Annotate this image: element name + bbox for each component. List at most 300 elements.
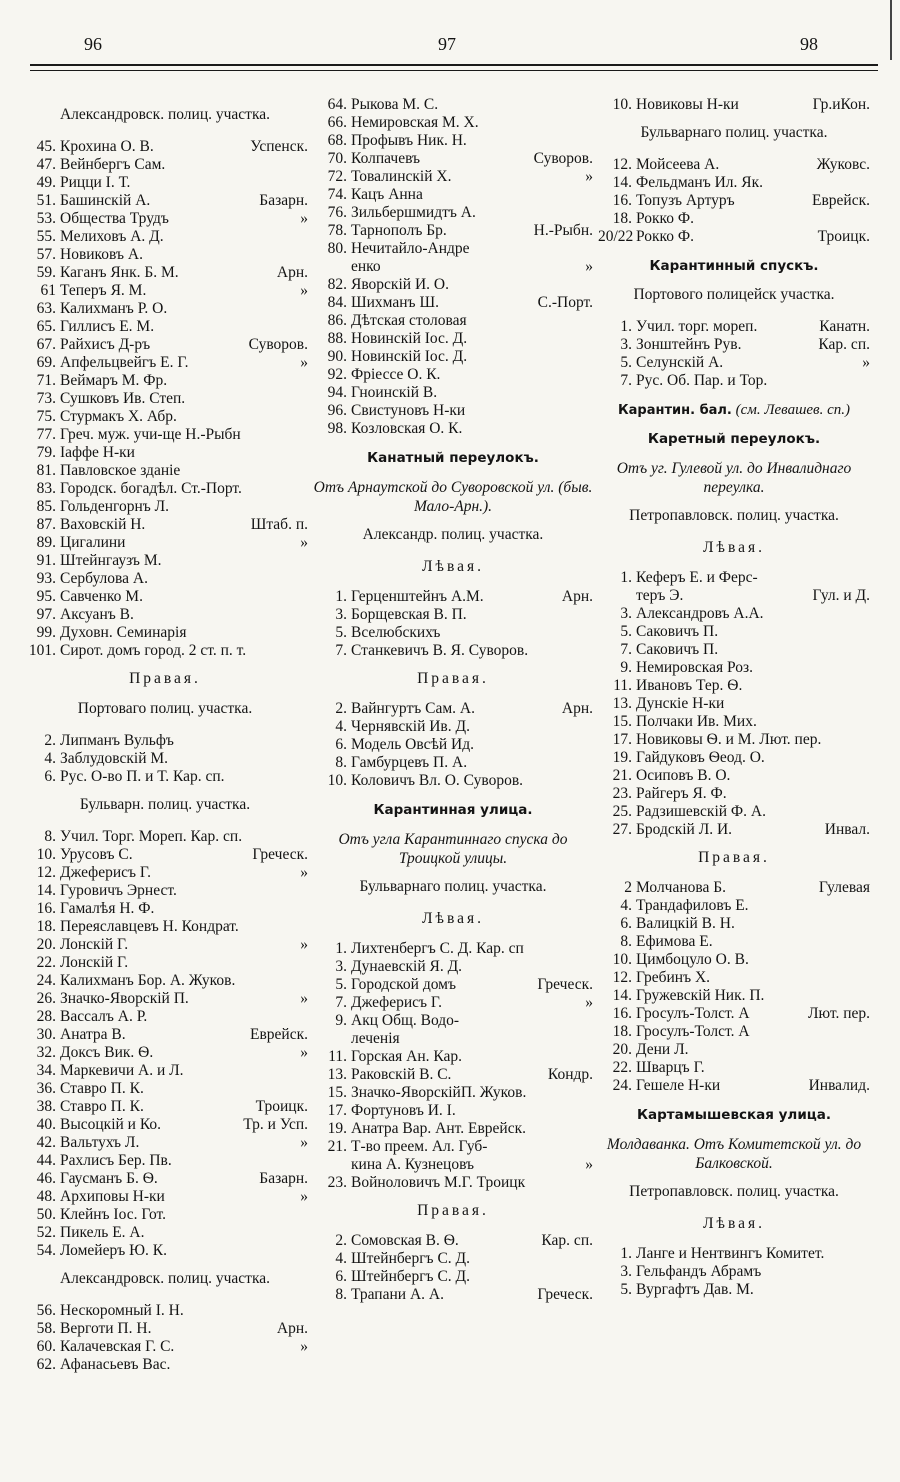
directory-entry (598, 767, 870, 785)
cross-street: Суворов. (248, 336, 308, 353)
owner-name: Раковскій В. С. (351, 1066, 452, 1083)
directory-entry (598, 569, 870, 587)
house-number: 79. (36, 444, 56, 461)
directory-entry (22, 750, 308, 768)
house-number: 18. (612, 1023, 632, 1040)
cross-street: » (585, 168, 593, 185)
owner-name: Каганъ Янк. Б. М. (60, 264, 179, 281)
owner-name: Селунскій А. (636, 354, 724, 371)
police-district: Бульварн. полиц. участка. (79, 796, 251, 813)
owner-name: Гайдуковъ Ѳеод. О. (636, 749, 765, 766)
directory-entry (22, 1008, 308, 1026)
owner-name: Лихтенбергъ С. Д. Кар. сп (351, 940, 524, 957)
directory-entry (598, 695, 870, 713)
house-number: 21. (612, 767, 632, 784)
house-number: 7. (620, 372, 632, 389)
cross-street: Троицк. (817, 228, 870, 245)
directory-entry (22, 1026, 308, 1044)
owner-name: Учил. Торг. Мореп. Кар. сп. (60, 828, 243, 845)
cross-street: Инвал. (824, 821, 870, 838)
owner-name: Колпачевъ (351, 150, 421, 167)
cross-street: » (300, 354, 308, 371)
house-number: 5. (335, 976, 347, 993)
house-number: 4. (335, 1250, 347, 1267)
street-description: Отъ уг. Гулевой ул. до Инвалиднаго переулка. (616, 460, 852, 496)
house-number: 96. (327, 402, 347, 419)
house-number: 91. (36, 552, 56, 569)
owner-name: Общества Трудъ (60, 210, 169, 227)
street-crossref-name: Карантин. бал. (618, 403, 732, 418)
house-number: 48. (36, 1188, 56, 1205)
owner-name: Фріессе О. К. (351, 366, 441, 383)
house-number: 10. (327, 772, 347, 789)
directory-entry (313, 642, 593, 660)
page-number-middle: 97 (438, 34, 456, 54)
owner-name: Вассалъ А. Р. (60, 1008, 148, 1025)
cross-street: Еврейск. (250, 1026, 308, 1043)
house-number: 32. (36, 1044, 56, 1061)
house-number: 12. (612, 969, 632, 986)
directory-entry (22, 1044, 308, 1062)
owner-name: Гросулъ-Толст. А (636, 1005, 750, 1022)
house-number: 60. (36, 1338, 56, 1355)
directory-entry (22, 1338, 308, 1356)
directory-entry (22, 606, 308, 624)
owner-name: Лонскій Г. (60, 936, 129, 953)
owner-name: Савченко М. (60, 588, 143, 605)
directory-entry (598, 785, 870, 803)
directory-entry (598, 96, 870, 114)
directory-entry (22, 768, 308, 786)
directory-entry (598, 1077, 870, 1095)
owner-name: Клейнъ Іос. Гот. (60, 1206, 166, 1223)
directory-entry (313, 588, 593, 606)
directory-entry (313, 754, 593, 772)
house-number: 95. (36, 588, 56, 605)
house-number: 14. (36, 882, 56, 899)
street-heading: Карантинная улица. (373, 802, 533, 818)
owner-name: Ивановъ Тер. Ѳ. (636, 677, 743, 694)
page-number-left: 96 (84, 34, 102, 54)
cross-street: Суворов. (533, 150, 593, 167)
owner-name: Гросулъ-Толст. А (636, 1023, 750, 1040)
directory-entry (22, 864, 308, 882)
owner-name: Рокко Ф. (636, 228, 695, 245)
house-number: 68. (327, 132, 347, 149)
police-district: Портоваго полиц. участка. (77, 700, 253, 717)
directory-entry (313, 168, 593, 186)
directory-entry (22, 1116, 308, 1134)
directory-entry (313, 258, 593, 276)
house-number: 85. (36, 498, 56, 515)
owner-name: Верготи П. Н. (60, 1320, 152, 1337)
directory-entry (22, 498, 308, 516)
directory-entry (313, 1286, 593, 1304)
owner-name: Ваховскій Н. (60, 516, 146, 533)
directory-entry (313, 312, 593, 330)
owner-name: Анатра В. (60, 1026, 126, 1043)
cross-street: Троицк. (255, 1098, 308, 1115)
cross-street: Арн. (276, 1320, 308, 1337)
owner-name: Шихманъ Ш. (351, 294, 439, 311)
house-number: 2. (44, 732, 56, 749)
cross-street: Еврейск. (812, 192, 870, 209)
owner-name: Борщевская В. П. (351, 606, 467, 623)
directory-entry (313, 204, 593, 222)
house-number: 98. (327, 420, 347, 437)
owner-name: Акц Общ. Водо- (351, 1012, 460, 1029)
owner-name: Дѣтская столовая (351, 312, 467, 329)
directory-entry (598, 354, 870, 372)
directory-entry (313, 1156, 593, 1174)
owner-name: Молчанова Б. (636, 879, 727, 896)
house-number: 3. (620, 1263, 632, 1280)
owner-name: Ланге и Нентвингъ Комитет. (636, 1245, 825, 1262)
directory-entry (313, 1232, 593, 1250)
house-number: 15. (612, 713, 632, 730)
owner-name: Саковичъ П. (636, 641, 719, 658)
house-number: 11. (613, 677, 632, 694)
directory-entry (22, 1224, 308, 1242)
owner-name: Профывъ Ник. Н. (351, 132, 467, 149)
directory-entry (313, 1174, 593, 1192)
cross-street: Штаб. п. (250, 516, 308, 533)
owner-name: Фортуновъ И. І. (351, 1102, 456, 1119)
owner-name: Сербулова А. (60, 570, 148, 587)
police-district: Александр. полиц. участка. (362, 526, 544, 543)
owner-name: Архиповы Н-ки (60, 1188, 165, 1205)
owner-name: Валицкій В. Н. (636, 915, 735, 932)
directory-entry (22, 534, 308, 552)
directory-entry (313, 700, 593, 718)
street-side: Лѣвая. (703, 539, 765, 556)
directory-entry (22, 246, 308, 264)
owner-name: Козловская О. К. (351, 420, 463, 437)
owner-name: Станкевичъ В. Я. Суворов. (351, 642, 529, 659)
directory-entry (598, 1041, 870, 1059)
directory-entry (22, 228, 308, 246)
owner-name: Кацъ Анна (351, 186, 423, 203)
house-number: 89. (36, 534, 56, 551)
house-number: 59. (36, 264, 56, 281)
owner-name: Александровъ А.А. (636, 605, 764, 622)
cross-street: » (300, 534, 308, 551)
directory-entry (313, 132, 593, 150)
house-number: 16. (36, 900, 56, 917)
house-number: 99. (36, 624, 56, 641)
house-number: 45. (36, 138, 56, 155)
house-number: 36. (36, 1080, 56, 1097)
house-number: 64. (327, 96, 347, 113)
cross-street: Канатн. (819, 318, 870, 335)
house-number: 3. (620, 336, 632, 353)
directory-entry (313, 330, 593, 348)
owner-name: Герценштейнъ А.М. (351, 588, 484, 605)
directory-entry (598, 1005, 870, 1023)
street-description: Молдаванка. Отъ Комитетской ул. до Балковской. (606, 1136, 862, 1172)
house-number: 24. (612, 1077, 632, 1094)
owner-name: Городской домъ (351, 976, 456, 993)
owner-name: Значко-Яворскій П. (60, 990, 189, 1007)
owner-name: Дунскіе Н-ки (636, 695, 725, 712)
cross-street: Арн. (276, 264, 308, 281)
house-number: 5. (335, 624, 347, 641)
house-number: 38. (36, 1098, 56, 1115)
house-number: 4. (335, 718, 347, 735)
owner-name: Павловское зданіе (60, 462, 181, 479)
owner-name: Доксъ Вик. Ѳ. (60, 1044, 154, 1061)
owner-name: Гноинскій В. (351, 384, 438, 401)
house-number: 52. (36, 1224, 56, 1241)
directory-entry (22, 192, 308, 210)
owner-name: Джеферисъ Г. (351, 994, 442, 1011)
directory-entry (22, 210, 308, 228)
house-number: 20. (612, 1041, 632, 1058)
owner-name: Цигалини (60, 534, 126, 551)
owner-name: Гамалѣя Н. Ф. (60, 900, 155, 917)
house-number: 6. (44, 768, 56, 785)
house-number: 1. (335, 940, 347, 957)
street-description: Отъ угла Карантиннаго спуска до Троицкой улицы. (338, 831, 568, 867)
house-number: 17. (612, 731, 632, 748)
house-number: 21. (327, 1138, 347, 1155)
house-number: 14. (612, 987, 632, 1004)
owner-name: Новиковъ А. (60, 246, 143, 263)
owner-name: Городск. богадѣл. Ст.-Порт. (60, 480, 242, 497)
house-number: 7. (620, 641, 632, 658)
house-number: 56. (36, 1302, 56, 1319)
house-number: 8. (335, 1286, 347, 1303)
house-number: 23. (612, 785, 632, 802)
directory-entry (598, 605, 870, 623)
house-number: 34. (36, 1062, 56, 1079)
owner-name: Яворскій И. О. (351, 276, 449, 293)
cross-street: Гул. и Д. (812, 587, 870, 604)
house-number: 9. (335, 1012, 347, 1029)
house-number: 1. (620, 569, 632, 586)
police-district: Петропавловск. полиц. участка. (629, 1183, 839, 1200)
street-side: Лѣвая. (422, 910, 484, 927)
house-number: 18. (36, 918, 56, 935)
house-number: 1. (620, 1245, 632, 1262)
owner-name: Заблудовскій М. (60, 750, 169, 767)
owner-name: Ставро П. К. (60, 1098, 144, 1115)
owner-name: Рицци І. Т. (60, 174, 131, 191)
cross-street: Греческ. (537, 1286, 593, 1303)
directory-entry (598, 372, 870, 390)
directory-entry (22, 462, 308, 480)
house-number: 13. (612, 695, 632, 712)
house-number: 66. (327, 114, 347, 131)
owner-name: Войноловичъ М.Г. Троицк (351, 1174, 526, 1191)
directory-entry (598, 897, 870, 915)
owner-name: Іаффе Н-ки (60, 444, 135, 461)
directory-entry (598, 951, 870, 969)
owner-name: Духовн. Семинарія (60, 624, 187, 641)
owner-name: Фельдманъ Ил. Як. (636, 174, 764, 191)
house-number: 49. (36, 174, 56, 191)
directory-entry (22, 1098, 308, 1116)
owner-name: Райгеръ Я. Ф. (636, 785, 727, 802)
street-heading: Канатный переулокъ. (367, 450, 539, 466)
owner-name: Гребинъ Х. (636, 969, 711, 986)
owner-name: Калихманъ Бор. А. Жуков. (60, 972, 236, 989)
directory-entry (22, 372, 308, 390)
directory-entry (313, 1120, 593, 1138)
owner-name: Осиповъ В. О. (636, 767, 731, 784)
directory-entry (22, 624, 308, 642)
house-number: 82. (327, 276, 347, 293)
street-side: Правая. (417, 670, 489, 687)
directory-entry (313, 1250, 593, 1268)
house-number: 83. (36, 480, 56, 497)
owner-name: Кеферъ Е. и Ферс- (636, 569, 758, 586)
owner-name: Тарнополъ Бр. (351, 222, 447, 239)
house-number: 62. (36, 1356, 56, 1373)
owner-name: Зильбершмидтъ А. (351, 204, 476, 221)
directory-entry (598, 1281, 870, 1299)
owner-name: Вайнгуртъ Сам. А. (351, 700, 475, 717)
owner-name: Немировская Роз. (636, 659, 753, 676)
owner-name: Высоцкій и Ко. (60, 1116, 162, 1133)
street-side: Лѣвая. (703, 1215, 765, 1232)
house-number: 84. (327, 294, 347, 311)
house-number: 73. (36, 390, 56, 407)
directory-entry (22, 390, 308, 408)
owner-name: теръ Э. (636, 587, 684, 604)
street-heading: Каретный переулокъ. (647, 431, 821, 447)
directory-entry (313, 994, 593, 1012)
police-district: Бульварнаго полиц. участка. (640, 124, 828, 141)
owner-name: Полчаки Ив. Мих. (636, 713, 757, 730)
directory-entry (313, 958, 593, 976)
owner-name: Учил. торг. мореп. (636, 318, 758, 335)
directory-entry (313, 222, 593, 240)
house-number: 26. (36, 990, 56, 1007)
cross-street: Кондр. (547, 1066, 593, 1083)
owner-name: Крохина О. В. (60, 138, 154, 155)
owner-name: кина А. Кузнецовъ (351, 1156, 475, 1173)
directory-entry (313, 384, 593, 402)
directory-entry (598, 731, 870, 749)
directory-entry (22, 1188, 308, 1206)
house-number: 22. (36, 954, 56, 971)
house-number: 25. (612, 803, 632, 820)
owner-name: Шварцъ Г. (636, 1059, 705, 1076)
house-number: 2 (624, 879, 632, 896)
cross-street: Базарн. (259, 192, 308, 209)
owner-name: Ставро П. К. (60, 1080, 144, 1097)
street-heading: Картамышевская улица. (636, 1107, 832, 1123)
house-number: 1. (620, 318, 632, 335)
directory-entry (598, 210, 870, 228)
directory-entry (313, 366, 593, 384)
house-number: 87. (36, 516, 56, 533)
directory-entry (22, 1152, 308, 1170)
directory-entry (22, 174, 308, 192)
owner-name: Трапани А. А. (351, 1286, 444, 1303)
owner-name: Ломейеръ Ю. К. (60, 1242, 167, 1259)
owner-name: Рыкова М. С. (351, 96, 439, 113)
house-number: 2. (335, 700, 347, 717)
directory-entry (598, 623, 870, 641)
house-number: 67. (36, 336, 56, 353)
house-number: 4. (44, 750, 56, 767)
directory-entry (22, 1320, 308, 1338)
street-side: Правая. (417, 1202, 489, 1219)
police-district: Портового полицейск участка. (633, 286, 835, 303)
owner-name: Новинскій Іос. Д. (351, 348, 468, 365)
house-number: 10. (36, 846, 56, 863)
owner-name: Пикель Е. А. (60, 1224, 145, 1241)
directory-entry (22, 1206, 308, 1224)
directory-entry (22, 300, 308, 318)
street-crossref-note: (см. Левашев. сп.) (731, 402, 850, 418)
house-number: 10. (612, 96, 632, 113)
owner-name: Саковичъ П. (636, 623, 719, 640)
cross-street: Арн. (561, 588, 593, 605)
house-number: 8. (44, 828, 56, 845)
directory-entry (598, 933, 870, 951)
directory-entry (22, 426, 308, 444)
owner-name: Урусовъ С. (60, 846, 133, 863)
owner-name: Вселюбскихъ (351, 624, 441, 641)
owner-name: Мойсеева А. (636, 156, 720, 173)
cross-street: » (300, 936, 308, 953)
house-number: 19. (612, 749, 632, 766)
directory-entry (22, 156, 308, 174)
owner-name: Новиковы Н-ки (636, 96, 739, 113)
house-number: 92. (327, 366, 347, 383)
house-number: 4. (620, 897, 632, 914)
owner-name: Модель Овсѣй Ид. (351, 736, 474, 753)
owner-name: Райхисъ Д-ръ (60, 336, 151, 353)
house-number: 3. (620, 605, 632, 622)
header-rule-thin (30, 70, 878, 71)
owner-name: Радзишевскій Ф. А. (636, 803, 766, 820)
house-number: 75. (36, 408, 56, 425)
owner-name: Свистуновъ Н-ки (351, 402, 466, 419)
column-left (22, 96, 308, 1374)
cross-street: » (300, 864, 308, 881)
owner-name: Рус. Об. Пар. и Тор. (636, 372, 768, 389)
directory-entry (313, 1268, 593, 1286)
directory-entry (598, 192, 870, 210)
owner-name: Коловичъ Вл. О. Суворов. (351, 772, 524, 789)
house-number: 17. (327, 1102, 347, 1119)
owner-name: Гешеле Н-ки (636, 1077, 721, 1094)
cross-street: » (300, 1338, 308, 1355)
directory-entry (598, 174, 870, 192)
owner-name: Вургафтъ Дав. М. (636, 1281, 754, 1298)
house-number: 16. (612, 192, 632, 209)
house-number: 69. (36, 354, 56, 371)
directory-entry (22, 732, 308, 750)
house-number: 6. (335, 1268, 347, 1285)
directory-entry (22, 588, 308, 606)
owner-name: леченія (351, 1030, 400, 1047)
directory-entry (22, 1302, 308, 1320)
police-district: Александровск. полиц. участка. (59, 106, 270, 123)
owner-name: Джеферисъ Г. (60, 864, 151, 881)
owner-name: Маркевичи А. и Л. (60, 1062, 184, 1079)
directory-entry (313, 1030, 593, 1048)
house-number: 14. (612, 174, 632, 191)
directory-entry (22, 408, 308, 426)
house-number: 9. (620, 659, 632, 676)
house-number: 30. (36, 1026, 56, 1043)
house-number: 27. (612, 821, 632, 838)
